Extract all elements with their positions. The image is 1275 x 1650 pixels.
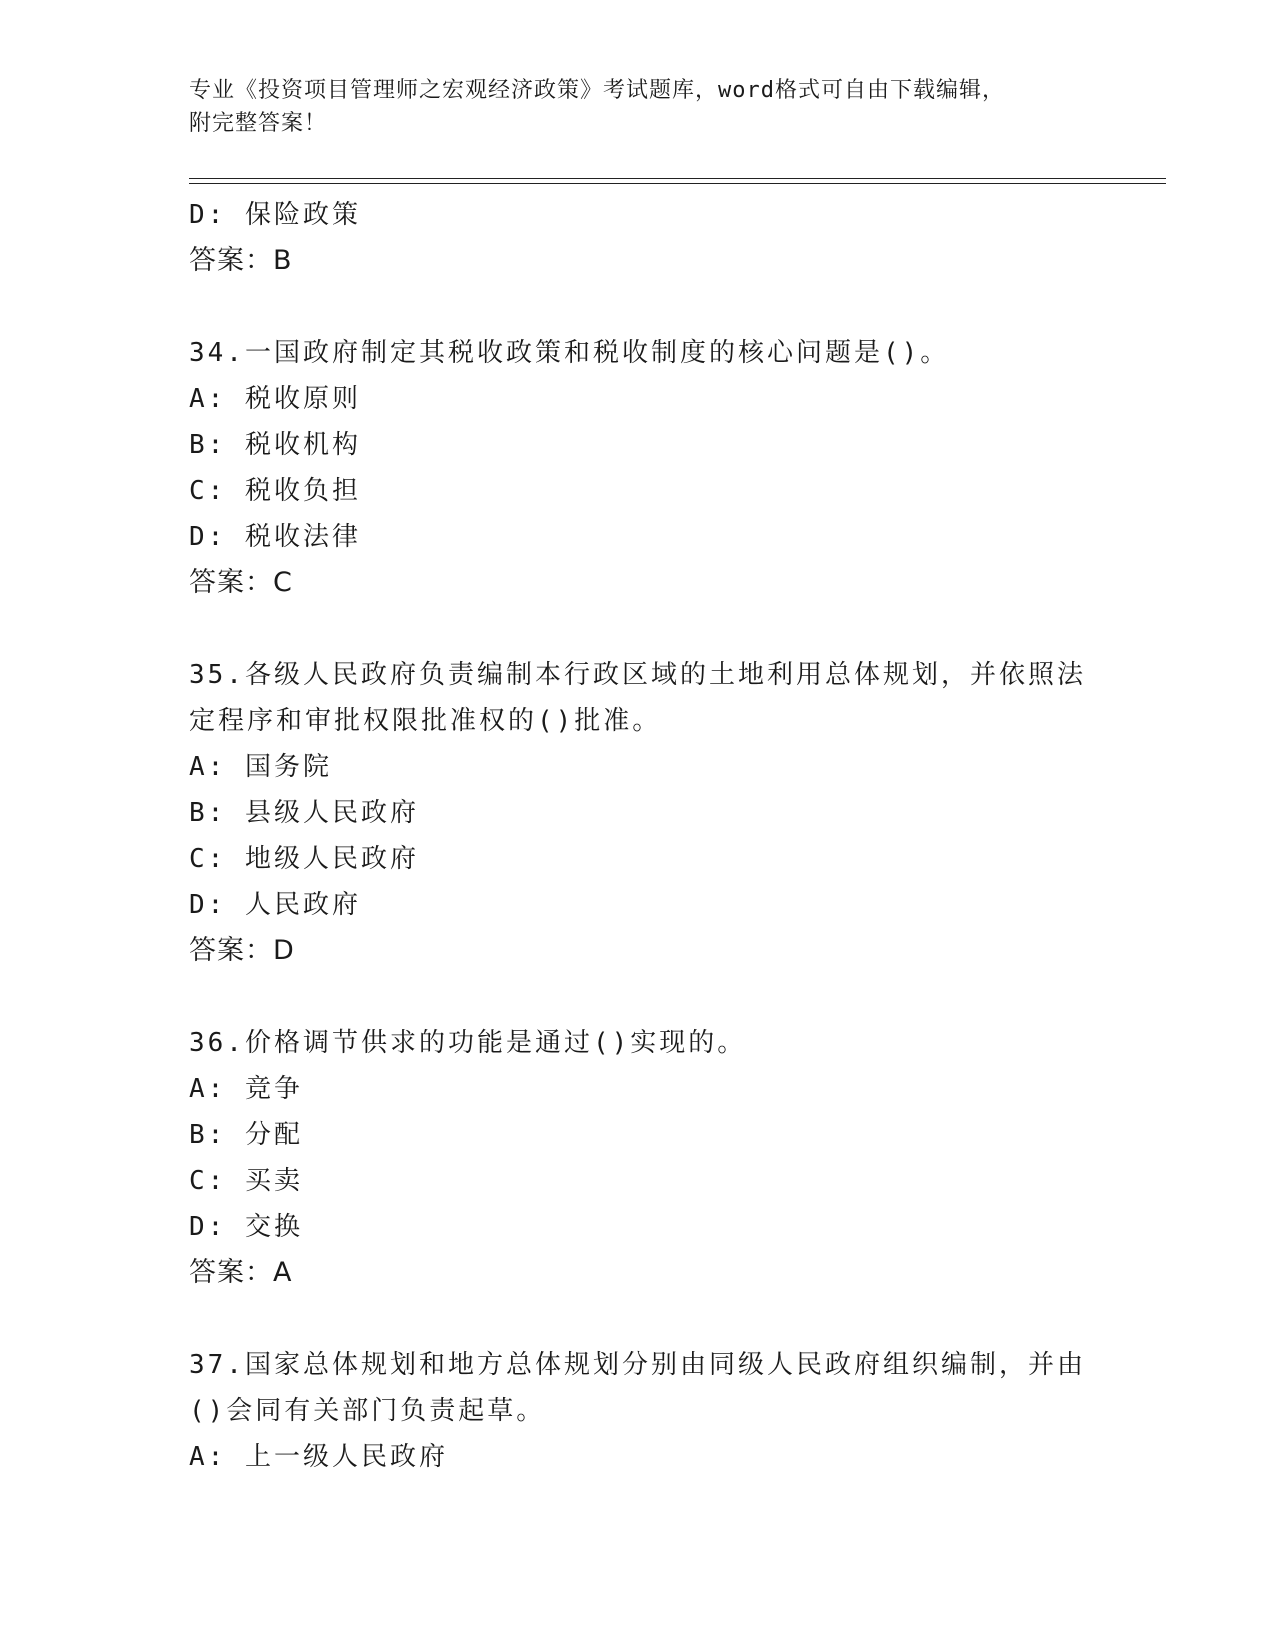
question-text-line-2: 定程序和审批权限批准权的()批准。: [189, 706, 662, 736]
header-divider-bottom: [189, 183, 1166, 184]
option-a: A: 税收原则: [189, 384, 361, 414]
question-text-line-1: 35.各级人民政府负责编制本行政区域的土地利用总体规划，并依照法: [189, 660, 1086, 690]
answer-line: 答案：C: [189, 567, 293, 598]
option-d: D: 人民政府: [189, 890, 361, 920]
option-b: B: 分配: [189, 1120, 303, 1150]
option-a: A: 国务院: [189, 752, 332, 782]
option-c: C: 地级人民政府: [189, 844, 419, 874]
header-line-1: 专业《投资项目管理师之宏观经济政策》考试题库，word格式可自由下载编辑，: [189, 78, 1005, 103]
header-divider-top: [189, 178, 1166, 179]
option-d: D: 交换: [189, 1212, 303, 1242]
header-line-2: 附完整答案！: [189, 111, 328, 136]
document-header: [189, 74, 1089, 140]
question-text: 34.一国政府制定其税收政策和税收制度的核心问题是()。: [189, 338, 950, 368]
question-text-line-2: ()会同有关部门负责起草。: [189, 1396, 546, 1426]
question-37: [189, 1342, 1089, 1480]
option-b: B: 税收机构: [189, 430, 361, 460]
answer-line: 答案：B: [189, 245, 293, 276]
question-35: [189, 652, 1089, 974]
question-text: 36.价格调节供求的功能是通过()实现的。: [189, 1028, 747, 1058]
option-c: C: 税收负担: [189, 476, 361, 506]
option-d: D: 税收法律: [189, 522, 361, 552]
option-d: D: 保险政策: [189, 200, 361, 230]
option-a: A: 上一级人民政府: [189, 1442, 448, 1472]
question-text-line-1: 37.国家总体规划和地方总体规划分别由同级人民政府组织编制，并由: [189, 1350, 1086, 1380]
question-list: [189, 192, 1089, 1480]
option-c: C: 买卖: [189, 1166, 303, 1196]
answer-line: 答案：A: [189, 1257, 293, 1288]
option-a: A: 竞争: [189, 1074, 303, 1104]
answer-line: 答案：D: [189, 935, 295, 966]
question-36: [189, 1020, 1089, 1296]
question-34: [189, 330, 1089, 606]
previous-question-tail: [189, 192, 1089, 284]
option-b: B: 县级人民政府: [189, 798, 419, 828]
